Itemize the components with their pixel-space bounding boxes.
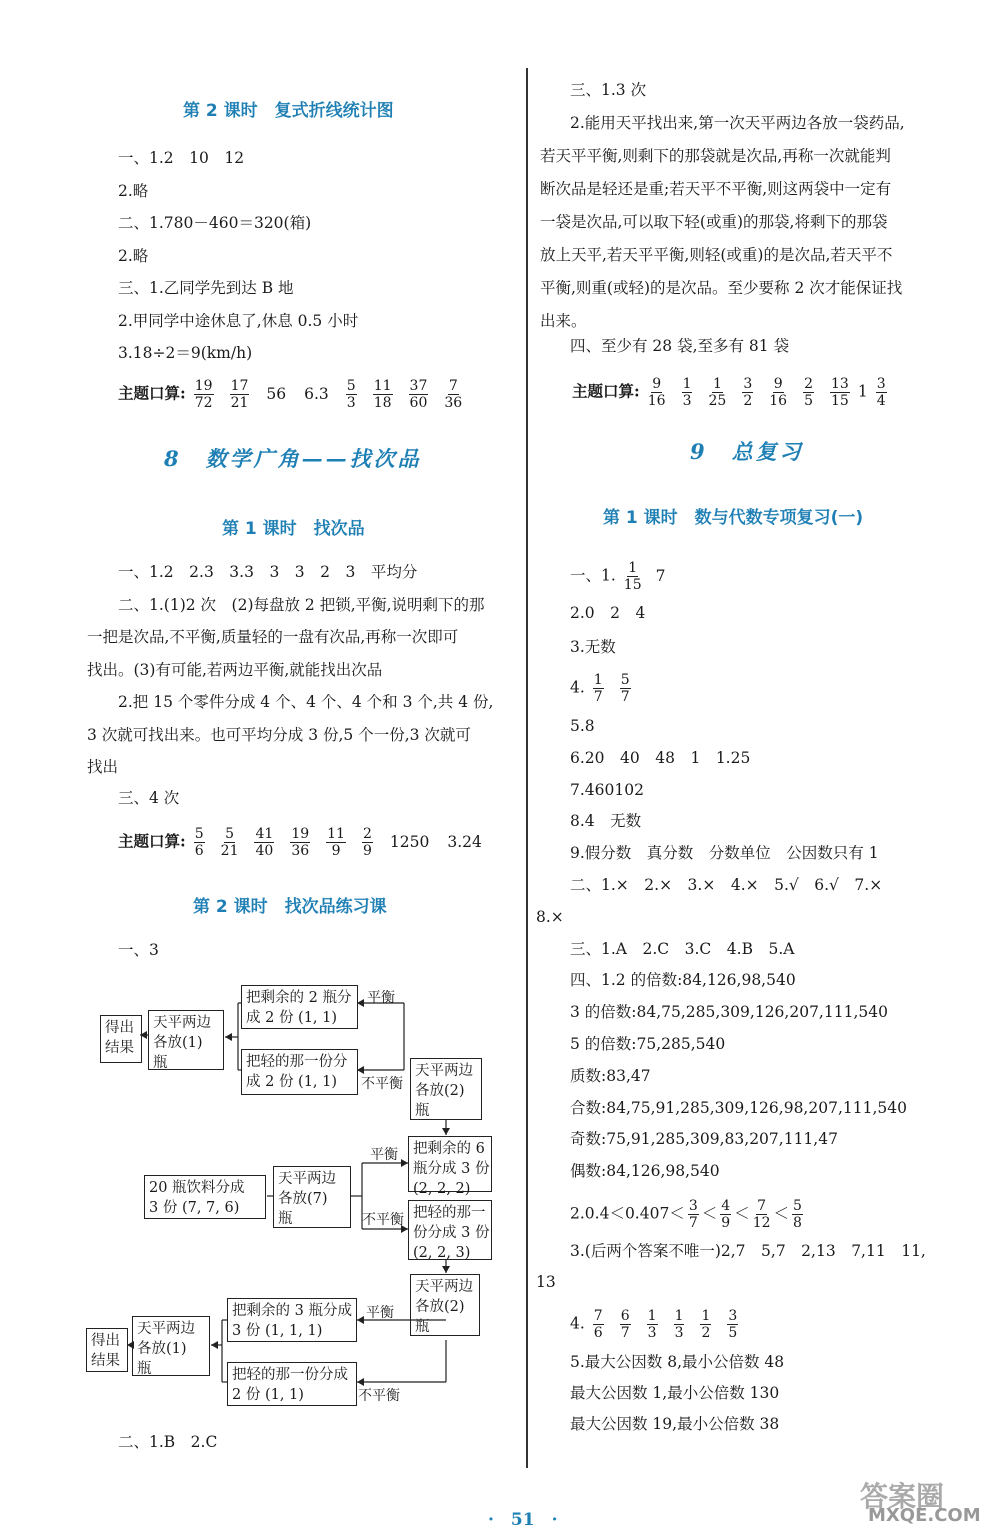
box-line: 份分成 3 份 xyxy=(413,1225,490,1241)
text: 4. xyxy=(570,1314,585,1333)
fraction: $\frac{3}{7}$ xyxy=(688,1198,698,1231)
text: ＜ xyxy=(773,1204,790,1223)
text: 主题口算: xyxy=(118,383,186,403)
box-line: 把轻的那一 xyxy=(413,1205,486,1221)
fraction: $\frac{1}{3}$ xyxy=(674,1308,684,1341)
box-line: 结果 xyxy=(91,1353,120,1369)
box-line: 3 份 (1, 1, 1) xyxy=(232,1323,323,1339)
fraction: $\frac{17}{21}$ xyxy=(230,378,249,411)
flow-box-split xyxy=(408,1136,492,1197)
box-line: 各放(2) xyxy=(415,1299,465,1315)
fraction: $\frac{5}{3}$ xyxy=(346,378,356,411)
fraction: $\frac{37}{60}$ xyxy=(409,378,428,411)
answer-line: 7.460102 xyxy=(570,780,644,799)
flow-box-weigh xyxy=(148,1010,224,1070)
fraction: $\frac{7}{6}$ xyxy=(593,1308,603,1341)
balance-label: 平衡 xyxy=(367,990,395,1006)
fraction: $\frac{7}{36}$ xyxy=(444,378,463,411)
flow-box-result xyxy=(86,1328,128,1372)
box-line: 瓶 xyxy=(278,1211,293,1227)
lesson-title: 第 1 课时 找次品 xyxy=(222,519,365,539)
answer-line: 二、1.780－460＝320(箱) xyxy=(118,214,312,232)
text: 主题口算: xyxy=(572,381,640,401)
box-line: 把剩余的 3 瓶分成 xyxy=(232,1303,352,1319)
flow-box-start xyxy=(144,1175,266,1219)
text: 4. xyxy=(570,678,585,697)
fraction: $\frac{7}{12}$ xyxy=(752,1198,771,1231)
text: 2.0.4＜0.407＜ xyxy=(570,1204,685,1223)
box-line: 把轻的那一份分成 xyxy=(232,1367,348,1383)
answer-line: 2.略 xyxy=(118,246,149,265)
fraction: $\frac{3}{2}$ xyxy=(743,376,753,409)
answer-line: 2.能用天平找出来,第一次天平两边各放一袋药品, xyxy=(570,114,905,132)
answer-line: 3.无数 xyxy=(570,638,616,656)
lesson-title: 第 2 课时 复式折线统计图 xyxy=(183,101,394,121)
box-line: 各放(2) xyxy=(415,1083,465,1099)
box-line: 各放(1) xyxy=(153,1035,203,1051)
fraction: $\frac{1}{3}$ xyxy=(647,1308,657,1341)
text: 3.24 xyxy=(447,832,482,851)
answer-line: 偶数:84,126,98,540 xyxy=(570,1162,720,1181)
fraction: $\frac{19}{36}$ xyxy=(291,826,310,859)
oral-calc-row xyxy=(572,376,895,409)
box-line: 2 份 (1, 1) xyxy=(232,1387,304,1403)
answer-line: 三、1.乙同学先到达 B 地 xyxy=(118,279,294,297)
text: 6.3 xyxy=(304,384,329,403)
answer-line: 最大公因数 19,最小公倍数 38 xyxy=(570,1415,780,1433)
flow-box-weigh xyxy=(410,1058,482,1120)
fraction: $\frac{5}{7}$ xyxy=(620,672,630,705)
box-line: 得出 xyxy=(105,1020,134,1036)
fraction: $\frac{5}{21}$ xyxy=(220,826,239,859)
box-line: 结果 xyxy=(105,1040,134,1056)
box-line: 瓶分成 3 份 xyxy=(413,1161,490,1177)
text: 主题口算: xyxy=(118,831,186,851)
answer-line: 一把是次品,不平衡,质量轻的一盘有次品,再称一次即可 xyxy=(87,628,459,646)
box-line: 把剩余的 6 xyxy=(413,1141,485,1157)
box-line: 瓶 xyxy=(415,1319,430,1335)
fraction: $\frac{3}{4}$ xyxy=(876,376,886,409)
text: 一、1. xyxy=(570,566,616,585)
fraction: $\frac{11}{18}$ xyxy=(373,378,392,411)
box-line: 得出 xyxy=(91,1333,120,1349)
answer-line: 2.甲同学中途休息了,休息 0.5 小时 xyxy=(118,311,359,330)
fraction: $\frac{41}{40}$ xyxy=(255,826,274,859)
flow-box-weigh xyxy=(410,1274,480,1336)
unbalance-label: 不平衡 xyxy=(361,1076,403,1092)
fraction: $\frac{3}{5}$ xyxy=(728,1308,738,1341)
flow-box-weigh xyxy=(132,1316,210,1376)
box-line: 天平两边 xyxy=(278,1171,336,1187)
answer-line: 一、1.2 10 12 xyxy=(118,149,245,167)
answer-line: 一、3 xyxy=(118,941,159,959)
box-line: 天平两边 xyxy=(137,1321,195,1337)
answer-line: 8.× xyxy=(536,907,564,926)
box-line: 瓶 xyxy=(137,1361,152,1377)
lesson-title: 第 1 课时 数与代数专项复习(一) xyxy=(603,508,864,528)
answer-line: 2.略 xyxy=(118,181,149,200)
watermark-url: MXQE.COM xyxy=(868,1505,981,1526)
flow-box-weigh xyxy=(273,1166,351,1228)
chapter-title: 9 总复习 xyxy=(690,439,804,464)
answer-line xyxy=(570,560,666,593)
answer-line: 5.最大公因数 8,最小公倍数 48 xyxy=(570,1353,785,1371)
answer-line: 5.8 xyxy=(570,717,595,735)
flow-box-split xyxy=(227,1362,357,1406)
fraction: $\frac{9}{16}$ xyxy=(647,376,666,409)
answer-line xyxy=(570,672,639,705)
answer-line: 找出 xyxy=(87,758,119,776)
answer-line: 平衡,则重(或轻)的是次品。至少要称 2 次才能保证找 xyxy=(540,279,903,297)
box-line: (2, 2, 3) xyxy=(413,1245,471,1261)
flow-box-split xyxy=(408,1200,492,1260)
fraction: $\frac{13}{15}$ xyxy=(830,376,849,409)
answer-line: 最大公因数 1,最小公倍数 130 xyxy=(570,1384,780,1402)
answer-line: 13 xyxy=(536,1273,556,1291)
flow-box-split xyxy=(227,1298,357,1342)
flow-box-split xyxy=(241,1049,358,1095)
answer-line: 找出。(3)有可能,若两边平衡,就能找出次品 xyxy=(87,660,383,679)
box-line: 天平两边 xyxy=(415,1063,473,1079)
answer-line: 质数:83,47 xyxy=(570,1066,651,1085)
answer-line: 3 次就可找出来。也可平均分成 3 份,5 个一份,3 次就可 xyxy=(87,725,471,744)
answer-line: 合数:84,75,91,285,309,126,98,207,111,540 xyxy=(570,1098,907,1117)
text: 56 xyxy=(266,384,287,403)
answer-line: 3 的倍数:84,75,285,309,126,207,111,540 xyxy=(570,1003,888,1022)
box-line: 成 2 份 (1, 1) xyxy=(246,1074,338,1090)
answer-line: 9.假分数 真分数 分数单位 公因数只有 1 xyxy=(570,844,879,863)
answer-line: 四、至少有 28 袋,至多有 81 袋 xyxy=(570,337,790,355)
answer-line: 一、1.2 2.3 3.3 3 3 2 3 平均分 xyxy=(118,563,418,581)
answer-line: 2.把 15 个零件分成 4 个、4 个、4 个和 3 个,共 4 份, xyxy=(118,693,494,711)
fraction: $\frac{1}{7}$ xyxy=(593,672,603,705)
answer-line: 2.0 2 4 xyxy=(570,604,646,622)
flow-box-result xyxy=(100,1015,142,1063)
fraction: $\frac{1}{15}$ xyxy=(623,560,642,593)
box-line: 各放(7) xyxy=(278,1191,328,1207)
answer-line: 二、1.× 2.× 3.× 4.× 5.√ 6.√ 7.× xyxy=(570,876,883,894)
box-line: 各放(1) xyxy=(137,1341,187,1357)
answer-line: 三、1.3 次 xyxy=(570,81,647,99)
fraction: $\frac{1}{2}$ xyxy=(701,1308,711,1341)
text: ＜ xyxy=(734,1204,750,1223)
box-line: 把轻的那一份分 xyxy=(246,1054,348,1070)
box-line: 3 份 (7, 7, 6) xyxy=(149,1200,240,1216)
fraction: $\frac{2}{5}$ xyxy=(804,376,813,409)
answer-line: 放上天平,若天平平衡,则轻(或重)的是次品,若天平不 xyxy=(540,246,893,264)
answer-line: 二、1.B 2.C xyxy=(118,1433,218,1451)
text: 7 xyxy=(655,566,666,585)
balance-label: 平衡 xyxy=(370,1147,398,1163)
answer-line: 三、4 次 xyxy=(118,789,180,807)
fraction: $\frac{9}{16}$ xyxy=(769,376,788,409)
fraction: $\frac{6}{7}$ xyxy=(620,1308,630,1341)
fraction: $\frac{1}{25}$ xyxy=(708,376,727,409)
answer-line: 若天平平衡,则剩下的那袋就是次品,再称一次就能判 xyxy=(540,147,891,165)
unbalance-label: 不平衡 xyxy=(358,1388,400,1404)
flow-box-split xyxy=(241,985,358,1029)
watermark-logo: 答案圈 xyxy=(860,1480,945,1513)
box-line: 瓶 xyxy=(415,1103,430,1119)
unbalance-label: 不平衡 xyxy=(362,1212,404,1228)
box-line: (2, 2, 2) xyxy=(413,1181,471,1197)
answer-line xyxy=(570,1308,746,1341)
fraction: $\frac{5}{8}$ xyxy=(793,1198,802,1231)
answer-line: 出来。 xyxy=(540,312,587,330)
page-number: · 51 · xyxy=(488,1510,558,1530)
text: 1250 xyxy=(389,832,430,851)
answer-line: 二、1.(1)2 次 (2)每盘放 2 把锁,平衡,说明剩下的那 xyxy=(118,595,485,614)
answer-line: 3.18÷2＝9(km/h) xyxy=(118,344,253,362)
answer-line: 三、1.A 2.C 3.C 4.B 5.A xyxy=(570,939,795,958)
answer-line: 四、1.2 的倍数:84,126,98,540 xyxy=(570,971,796,990)
box-line: 20 瓶饮料分成 xyxy=(149,1180,245,1196)
answer-line: 断次品是轻还是重;若天平不平衡,则这两袋中一定有 xyxy=(540,180,892,198)
box-line: 成 2 份 (1, 1) xyxy=(246,1010,338,1026)
box-line: 天平两边 xyxy=(153,1015,211,1031)
answer-line xyxy=(570,1198,806,1231)
box-line: 把剩余的 2 瓶分 xyxy=(246,990,352,1006)
answer-line: 6.20 40 48 1 1.25 xyxy=(570,748,751,767)
lesson-title: 第 2 课时 找次品练习课 xyxy=(193,897,387,917)
chapter-title: 8 数学广角——找次品 xyxy=(164,446,422,471)
text: ＜ xyxy=(701,1204,718,1223)
text: 1 xyxy=(857,382,868,401)
fraction: $\frac{2}{9}$ xyxy=(362,826,372,859)
answer-line: 一袋是次品,可以取下轻(或重)的那袋,将剩下的那袋 xyxy=(540,213,888,231)
answer-line: 5 的倍数:75,285,540 xyxy=(570,1035,726,1053)
answer-line: 8.4 无数 xyxy=(570,812,642,831)
fraction: $\frac{11}{9}$ xyxy=(327,826,345,859)
fraction: $\frac{1}{3}$ xyxy=(682,376,692,409)
box-line: 天平两边 xyxy=(415,1279,473,1295)
box-line: 瓶 xyxy=(153,1055,168,1071)
fraction: $\frac{19}{72}$ xyxy=(194,378,213,411)
fraction: $\frac{4}{9}$ xyxy=(721,1198,731,1231)
answer-line: 3.(后两个答案不唯一)2,7 5,7 2,13 7,11 11, xyxy=(570,1242,926,1260)
fraction: $\frac{5}{6}$ xyxy=(194,826,204,859)
balance-label: 平衡 xyxy=(366,1305,394,1321)
answer-line: 奇数:75,91,285,309,83,207,111,47 xyxy=(570,1130,838,1149)
